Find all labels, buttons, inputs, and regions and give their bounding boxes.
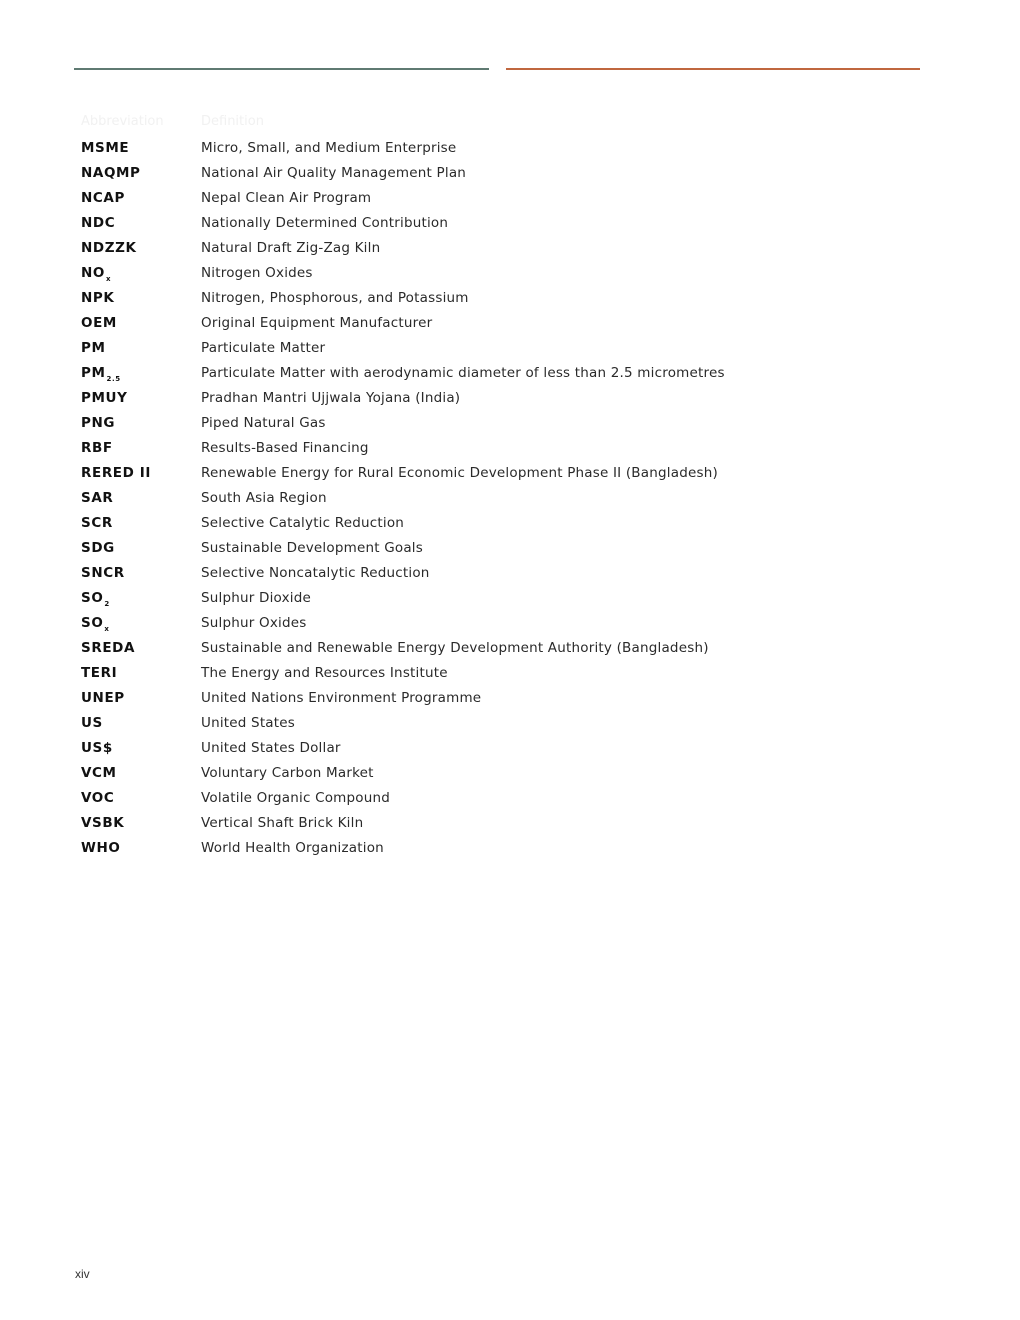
abbreviation — [81, 814, 124, 832]
abbreviation-row — [81, 564, 981, 589]
abbreviation-row — [81, 514, 981, 539]
abbreviation-row — [81, 414, 981, 439]
abbreviation — [81, 689, 125, 707]
abbreviation-text: SDG — [81, 540, 115, 556]
header-rule-right — [506, 68, 920, 70]
abbreviation-text: SNCR — [81, 565, 125, 581]
definition: Piped Natural Gas — [201, 415, 326, 431]
abbreviation — [81, 339, 106, 357]
abbreviation-text: OEM — [81, 315, 117, 331]
header-definition: Definition — [201, 114, 264, 129]
abbreviation-text: SCR — [81, 515, 113, 531]
abbreviation — [81, 839, 120, 857]
header-rule-left — [74, 68, 489, 70]
abbreviation-text: NDC — [81, 215, 116, 231]
definition: Nitrogen, Phosphorous, and Potassium — [201, 290, 469, 306]
abbreviation-subscript: x — [105, 275, 112, 283]
abbreviation-text: PNG — [81, 415, 116, 431]
abbreviation-row — [81, 314, 981, 339]
abbreviation — [81, 214, 115, 232]
definition: Original Equipment Manufacturer — [201, 315, 433, 331]
abbreviation-row — [81, 214, 981, 239]
abbreviation — [81, 439, 113, 457]
abbreviation-text: VCM — [81, 765, 117, 781]
abbreviation-row — [81, 764, 981, 789]
definition: United Nations Environment Programme — [201, 690, 482, 706]
abbreviation-text: MSME — [81, 140, 130, 156]
abbreviation — [81, 764, 117, 782]
abbreviation-subscript: x — [104, 625, 110, 633]
definition: Micro, Small, and Medium Enterprise — [201, 140, 457, 156]
abbreviation-text: SREDA — [81, 640, 135, 656]
abbreviation — [81, 789, 114, 807]
definition: Voluntary Carbon Market — [201, 765, 374, 781]
abbreviation-text: VOC — [81, 790, 115, 806]
definition: Results-Based Financing — [201, 440, 369, 456]
definition: Sustainable and Renewable Energy Development Authority (Bangladesh) — [201, 640, 709, 656]
abbreviation-text: NCAP — [81, 190, 125, 206]
abbreviation-row — [81, 264, 981, 289]
abbreviation-text: RBF — [81, 440, 113, 456]
abbreviation — [81, 314, 117, 332]
page-number: xiv — [75, 1267, 90, 1281]
abbreviation-row — [81, 289, 981, 314]
abbreviation-row — [81, 389, 981, 414]
abbreviation — [81, 189, 125, 207]
abbreviation — [81, 264, 111, 288]
definition: Volatile Organic Compound — [201, 790, 391, 806]
abbreviation-subscript: 2 — [104, 600, 110, 608]
abbreviation-row — [81, 139, 981, 164]
definition: Sustainable Development Goals — [201, 540, 423, 556]
abbreviation-text: UNEP — [81, 690, 125, 706]
abbreviation-text: SO — [81, 590, 104, 606]
definition: Nitrogen Oxides — [201, 265, 313, 281]
abbreviation — [81, 489, 113, 507]
definition: South Asia Region — [201, 490, 327, 506]
abbreviation — [81, 539, 115, 557]
abbreviation-text: RERED II — [81, 465, 151, 481]
abbreviation-text: SO — [81, 615, 104, 631]
abbreviation — [81, 639, 135, 657]
definition: Particulate Matter with aerodynamic diameter of less than 2.5 micrometres — [201, 365, 725, 381]
definition: Sulphur Dioxide — [201, 590, 312, 606]
abbreviation — [81, 589, 110, 613]
abbreviation-row — [81, 539, 981, 564]
definition: World Health Organization — [201, 840, 384, 856]
abbreviation-row — [81, 339, 981, 364]
definition: National Air Quality Management Plan — [201, 165, 467, 181]
abbreviation-row — [81, 814, 981, 839]
abbreviation — [81, 364, 121, 388]
abbreviation-text: WHO — [81, 840, 121, 856]
definition: United States — [201, 715, 296, 731]
abbreviation-row — [81, 189, 981, 214]
abbreviation-text: SAR — [81, 490, 114, 506]
definition: Nationally Determined Contribution — [201, 215, 449, 231]
abbreviation-row — [81, 839, 981, 864]
abbreviation-subscript: 2.5 — [106, 375, 121, 383]
abbreviation-row — [81, 364, 981, 389]
definition: United States Dollar — [201, 740, 341, 756]
abbreviation-row — [81, 664, 981, 689]
abbreviation — [81, 564, 125, 582]
abbreviation-text: TERI — [81, 665, 118, 681]
abbreviation — [81, 614, 110, 638]
abbreviation-text: US — [81, 715, 103, 731]
definition: Nepal Clean Air Program — [201, 190, 372, 206]
abbreviation — [81, 414, 115, 432]
abbreviation-text: VSBK — [81, 815, 125, 831]
abbreviation-row — [81, 639, 981, 664]
abbreviation-row — [81, 164, 981, 189]
abbreviation — [81, 464, 151, 482]
abbreviation — [81, 714, 103, 732]
definition: Vertical Shaft Brick Kiln — [201, 815, 364, 831]
abbreviations-list — [81, 139, 981, 864]
abbreviation — [81, 664, 117, 682]
abbreviation-text: US$ — [81, 740, 113, 756]
abbreviation — [81, 239, 137, 257]
abbreviation — [81, 739, 113, 757]
abbreviation — [81, 389, 127, 407]
definition: The Energy and Resources Institute — [201, 665, 448, 681]
abbreviation-row — [81, 739, 981, 764]
definition: Pradhan Mantri Ujjwala Yojana (India) — [201, 390, 461, 406]
abbreviation — [81, 289, 114, 307]
definition: Selective Noncatalytic Reduction — [201, 565, 430, 581]
abbreviation — [81, 164, 141, 182]
definition: Natural Draft Zig-Zag Kiln — [201, 240, 381, 256]
abbreviation-row — [81, 464, 981, 489]
abbreviation-row — [81, 439, 981, 464]
abbreviation-text: PMUY — [81, 390, 128, 406]
definition: Renewable Energy for Rural Economic Development Phase II (Bangladesh) — [201, 465, 718, 481]
abbreviation-text: PM — [81, 340, 106, 356]
abbreviation-row — [81, 239, 981, 264]
abbreviation — [81, 139, 129, 157]
abbreviation-row — [81, 614, 981, 639]
abbreviation-row — [81, 489, 981, 514]
abbreviation — [81, 514, 113, 532]
abbreviation-text: NO — [81, 265, 105, 281]
abbreviation-text: NDZZK — [81, 240, 137, 256]
abbreviation-text: NPK — [81, 290, 115, 306]
abbreviation-row — [81, 789, 981, 814]
definition: Particulate Matter — [201, 340, 326, 356]
definition: Sulphur Oxides — [201, 615, 307, 631]
abbreviation-row — [81, 589, 981, 614]
abbreviation-row — [81, 689, 981, 714]
definition: Selective Catalytic Reduction — [201, 515, 405, 531]
abbreviation-text: NAQMP — [81, 165, 141, 181]
abbreviation-text: PM — [81, 365, 106, 381]
abbreviation-row — [81, 714, 981, 739]
header-abbreviation: Abbreviation — [81, 114, 164, 129]
